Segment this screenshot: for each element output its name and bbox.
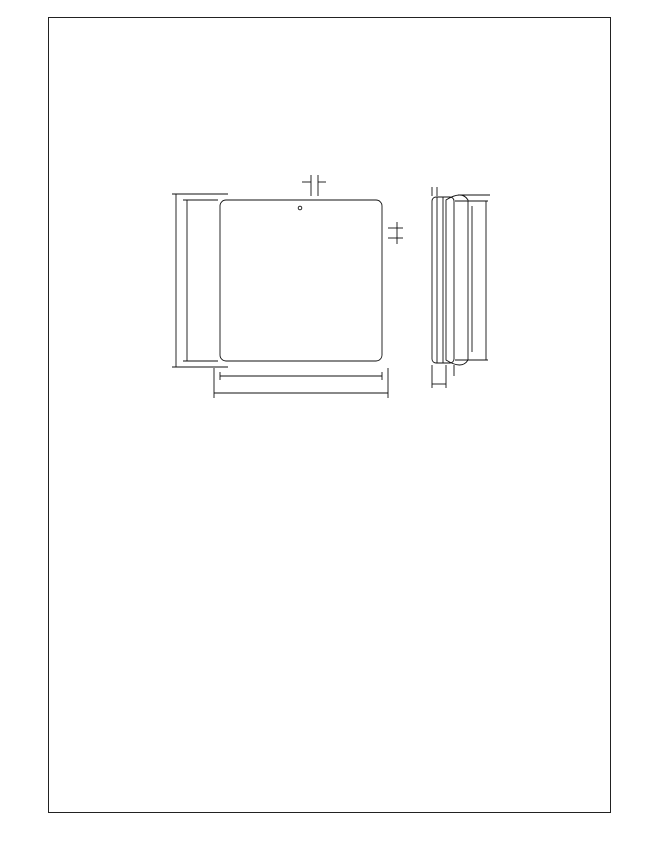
top-view bbox=[172, 175, 403, 398]
side-lead-outline bbox=[446, 195, 468, 365]
package-body bbox=[220, 200, 382, 361]
side-view bbox=[432, 187, 490, 388]
pin1-marker bbox=[298, 206, 302, 210]
